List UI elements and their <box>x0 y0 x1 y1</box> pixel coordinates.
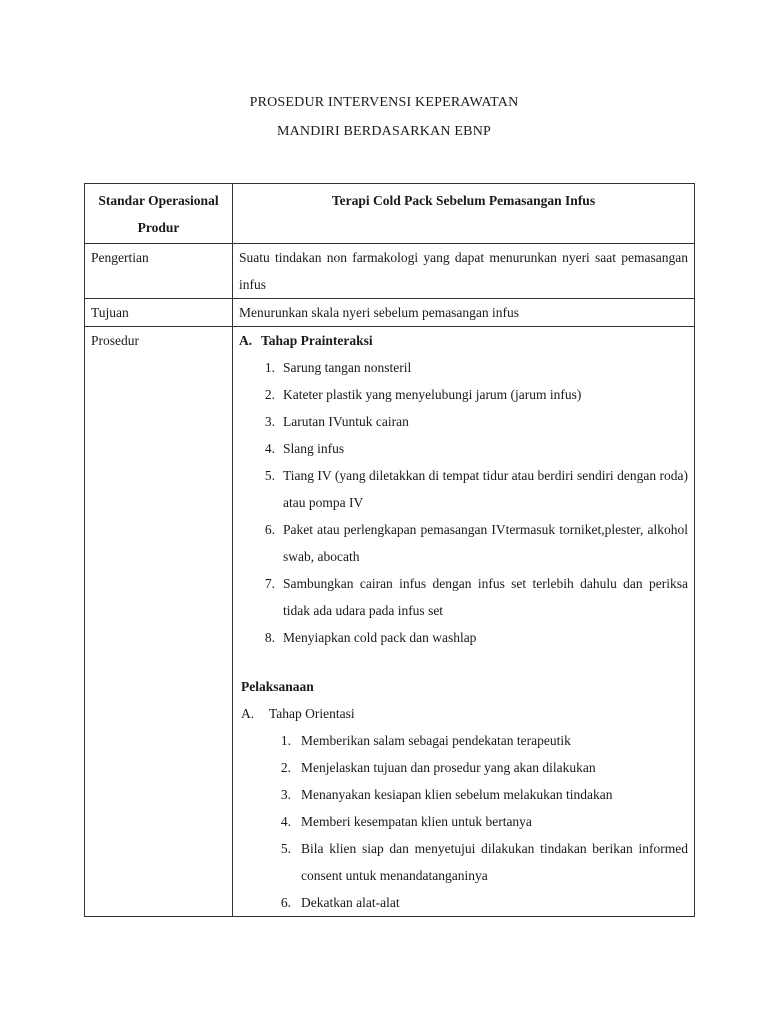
section-title: Tahap Prainteraksi <box>261 333 373 348</box>
section-title: Tahap Orientasi <box>269 706 355 721</box>
prainteraksi-list <box>239 354 688 651</box>
list-item: 4. Slang infus <box>264 441 345 456</box>
row-pengertian <box>85 244 695 299</box>
list-item: 2. Menjelaskan tujuan dan prosedur yang akan dilakukan <box>280 760 596 775</box>
document-title-line2: MANDIRI BERDASARKAN EBNP <box>276 124 492 139</box>
list-item: 1. Memberikan salam sebagai pendekatan terapeutik <box>280 733 571 748</box>
document-title-line1: PROSEDUR INTERVENSI KEPERAWATAN <box>249 95 519 110</box>
label-tujuan: Tujuan <box>85 299 233 327</box>
label-prosedur: Prosedur <box>85 327 233 917</box>
pelaksanaan-heading: Pelaksanaan <box>241 679 314 694</box>
text-tujuan: Menurunkan skala nyeri sebelum pemasangan infus <box>233 299 695 327</box>
list-item: 7. Sambungkan cairan infus dengan infus set terlebih dahulu dan periksa tidak ada udara pada infus set <box>264 576 688 618</box>
row-prosedur <box>85 327 695 917</box>
list-item: 6. Dekatkan alat-alat <box>280 895 400 910</box>
orientasi-list <box>239 727 688 916</box>
label-pengertian: Pengertian <box>85 244 233 299</box>
section-prainteraksi-heading <box>239 327 688 354</box>
text-pengertian: Suatu tindakan non farmakologi yang dapat menurunkan nyeri saat pemasangan infus <box>233 244 695 299</box>
section-orientasi-heading <box>239 700 688 727</box>
header-terapi: Terapi Cold Pack Sebelum Pemasangan Infus <box>233 184 695 244</box>
list-item: 3. Larutan IVuntuk cairan <box>264 414 409 429</box>
list-item: 2. Kateter plastik yang menyelubungi jarum (jarum infus) <box>264 387 582 402</box>
table-header-row <box>85 184 695 244</box>
list-item: 4. Memberi kesempatan klien untuk bertanya <box>280 814 532 829</box>
list-item: 1. Sarung tangan nonsteril <box>264 360 412 375</box>
list-item: 3. Menanyakan kesiapan klien sebelum melakukan tindakan <box>280 787 613 802</box>
header-standar: Standar Operasional Produr <box>85 184 233 244</box>
sop-table <box>84 183 695 917</box>
section-marker: A. <box>241 706 255 721</box>
list-item: 5. Bila klien siap dan menyetujui dilakukan tindakan berikan informed consent untuk menandatanganinya <box>280 841 688 883</box>
list-item: 8. Menyiapkan cold pack dan washlap <box>264 630 477 645</box>
list-item: 6. Paket atau perlengkapan pemasangan IVtermasuk torniket,plester, alkohol swab, abocath <box>264 522 688 564</box>
row-tujuan <box>85 299 695 327</box>
list-item: 5. Tiang IV (yang diletakkan di tempat tidur atau berdiri sendiri dengan roda) atau pompa IV <box>264 468 688 510</box>
prosedur-content <box>233 327 695 917</box>
section-marker: A. <box>239 333 253 348</box>
